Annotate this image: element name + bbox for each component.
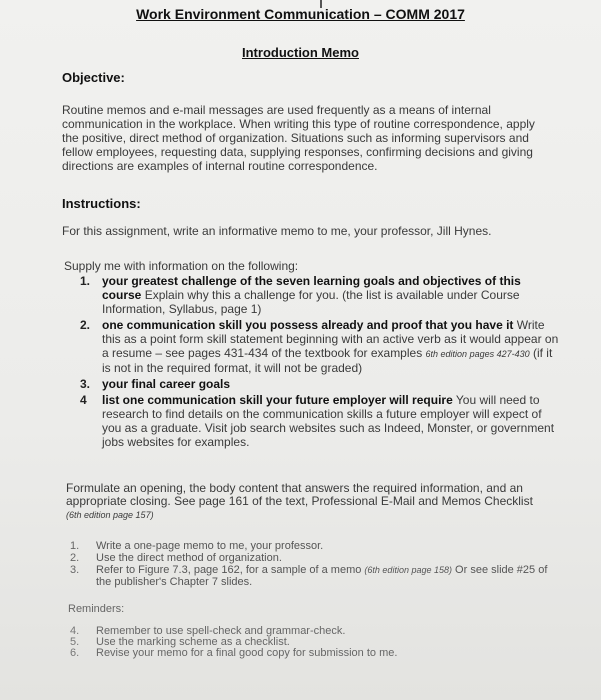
- objective-label: Objective:: [62, 70, 125, 85]
- item-number: 3.: [80, 377, 91, 391]
- reminder-text: Remember to use spell-check and grammar-check.: [96, 625, 346, 637]
- item-number: 1.: [80, 274, 91, 288]
- list-item: [70, 552, 560, 564]
- reminder-number: 4.: [70, 625, 80, 637]
- reminder-text: Revise your memo for a final good copy for submission to me.: [96, 647, 398, 659]
- step-text: Refer to Figure 7.3, page 162, for a sample of a memo: [96, 564, 365, 576]
- reminder-text: Use the marking scheme as a checklist.: [96, 636, 290, 648]
- step-text-2: Or see slide #25 of the publisher's Chapter 7 slides.: [96, 564, 548, 588]
- steps-list: [70, 540, 560, 588]
- instructions-label: Instructions:: [62, 196, 141, 211]
- item-number: 2.: [80, 318, 91, 332]
- item-text-2: (if it is not in the required format, it will not be graded): [102, 346, 553, 375]
- course-title: Work Environment Communication – COMM 2017: [136, 6, 465, 22]
- step-number: 2.: [70, 552, 80, 564]
- item-heading: one communication skill you possess already and proof that you have it: [102, 318, 514, 332]
- item-text: Explain why this a challenge for you. (the list is available under Course Information, Syllabus, page 1): [102, 288, 520, 316]
- step-number: 3.: [70, 564, 80, 576]
- formulate-body: Formulate an opening, the body content that answers the required information, and an appropriate closing. See page 161 of the text, Professional E-Mail and Memos Checklist: [66, 481, 533, 508]
- list-item: [70, 648, 560, 659]
- instructions-intro: For this assignment, write an informative memo to me, your professor, Jill Hynes.: [62, 224, 492, 238]
- step-number: 1.: [70, 540, 80, 552]
- supply-text: Supply me with information on the following:: [64, 259, 299, 273]
- step-text: Write a one-page memo to me, your professor.: [96, 540, 324, 552]
- step-text: Use the direct method of organization.: [96, 552, 282, 564]
- item-text: You will need to research to find details on the communication skills a future employer will expect of you as a graduate. Visit job search websites such as Indeed, Monster, or government jobs websites for examples.: [102, 393, 555, 449]
- reminders-list: [70, 626, 560, 659]
- reminder-number: 5.: [70, 636, 80, 648]
- item-text: Write this as a point form skill statement beginning with an active verb as it would appear on a resume – see pages 431-434 of the textbook for examples: [102, 318, 559, 360]
- item-number: 4: [80, 393, 87, 407]
- reminder-number: 6.: [70, 647, 80, 659]
- list-item: [80, 318, 560, 375]
- objective-text: Routine memos and e-mail messages are used frequently as a means of internal communication in the workplace. When writing this type of routine correspondence, apply the positive, direct method of organization. Situations such as informing supervisors and fellow employees, requesting data, supplying responses, confirming decisions and giving directions are examples of internal routine correspondence.: [62, 103, 535, 173]
- list-item: [80, 274, 560, 316]
- item-heading: list one communication skill your future employer will require: [102, 393, 453, 407]
- item-heading: your greatest challenge of the seven learning goals and objectives of this course: [102, 274, 521, 302]
- edition-note: (6th edition page 157): [66, 510, 154, 520]
- edition-note: (6th edition page 158): [364, 565, 452, 575]
- list-item: [80, 393, 560, 449]
- memo-title: Introduction Memo: [242, 45, 359, 60]
- list-item: [80, 377, 560, 391]
- formulate-text: [66, 482, 546, 522]
- list-item: [70, 564, 560, 588]
- edition-note: 6th edition pages 427-430: [425, 349, 530, 359]
- reminders-label: Reminders:: [68, 603, 125, 615]
- item-heading: your final career goals: [102, 377, 231, 391]
- requirements-list: [80, 274, 560, 451]
- list-item: [70, 540, 560, 552]
